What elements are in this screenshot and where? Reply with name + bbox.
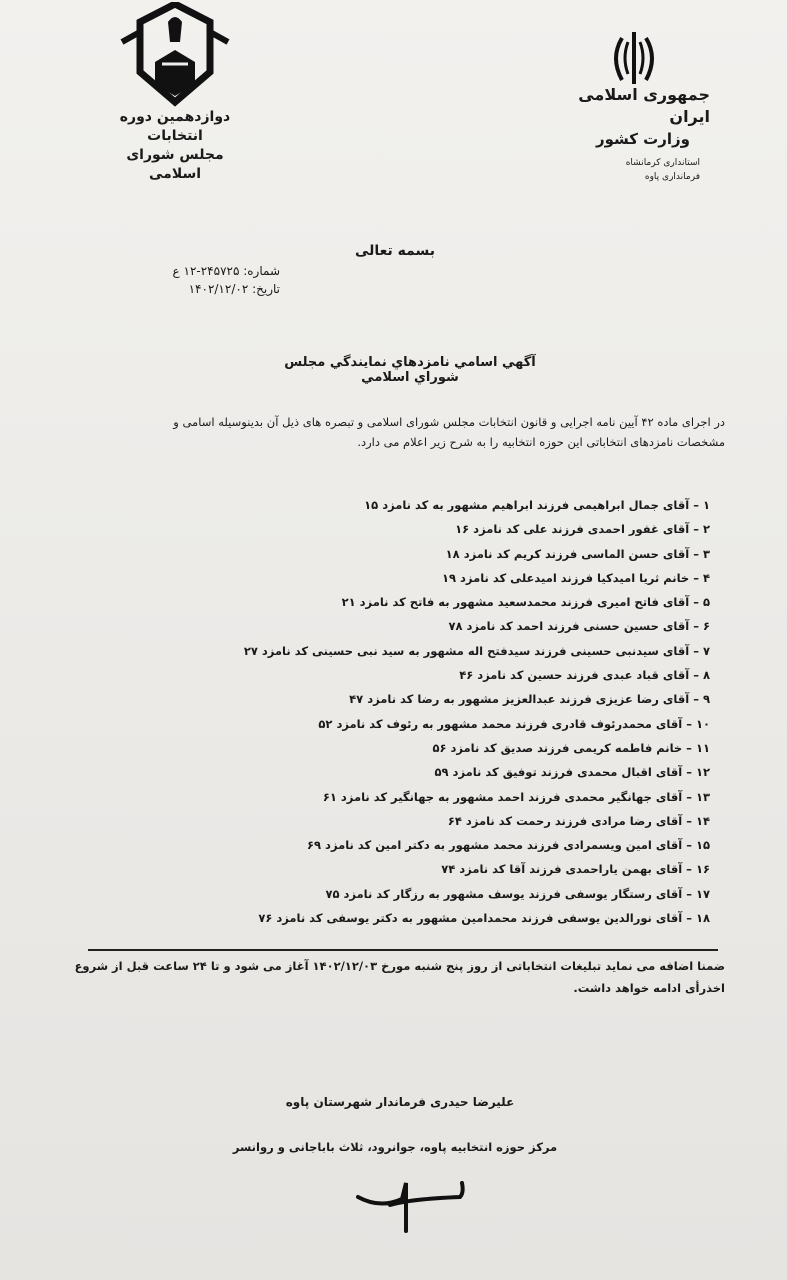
list-item: ۲ – آقای غفور احمدی فرزند علی کد نامزد ۱۶ bbox=[455, 522, 710, 537]
national-emblem-icon bbox=[608, 28, 660, 88]
letter-date: تاریخ: ۱۴۰۲/۱۲/۰۲ bbox=[188, 282, 280, 296]
list-item: ۷ – آقای سیدنبی حسینی فرزند سیدفتح اله مشهور به سید نبی حسینی کد نامزد ۲۷ bbox=[243, 643, 710, 658]
letter-number: شماره: ۲۴۵۷۲۵-۱۲ ع bbox=[172, 264, 280, 278]
country-name: جمهوری اسلامی ایران bbox=[578, 85, 710, 126]
intro-line1: در اجرای ماده ۴۲ آیین نامه اجرایی و قانون انتخابات مجلس شورای اسلامی و تبصره های ذیل آن بدینوسیله اسامی و bbox=[173, 415, 725, 429]
list-item: ۹ – آقای رضا عزیزی فرزند عبدالعزیز مشهور به رضا کد نامزد ۴۷ bbox=[349, 692, 710, 707]
note-line1: ضمنا اضافه می نماید تبلیغات انتخاباتی از روز پنج شنبه مورخ ۱۴۰۲/۱۲/۰۳ آغاز می شود و تا ۲۴ ساعت قبل از شروع bbox=[74, 959, 725, 973]
logo-caption-line1: دوازدهمین دوره انتخابات bbox=[119, 109, 231, 144]
list-item: ۸ – آقای قباد عبدی فرزند حسین کد نامزد ۴۶ bbox=[459, 668, 710, 683]
signature-icon bbox=[350, 1175, 470, 1235]
list-item: ۱۷ – آقای رستگار یوسفی فرزند یوسف مشهور به رزگار کد نامزد ۷۵ bbox=[325, 886, 710, 901]
list-item: ۴ – خانم ثریا امیدکیا فرزند امیدعلی کد نامزد ۱۹ bbox=[441, 570, 710, 585]
list-item: ۱۵ – آقای امین ویسمرادی فرزند محمد مشهور به دکتر امین کد نامزد ۶۹ bbox=[307, 838, 710, 853]
divider bbox=[88, 949, 718, 951]
list-item: ۱۱ – خانم فاطمه کریمی فرزند صدیق کد نامزد ۵۶ bbox=[432, 740, 710, 755]
list-item: ۱۳ – آقای جهانگیر محمدی فرزند احمد مشهور به جهانگیر کد نامزد ۶۱ bbox=[322, 789, 710, 804]
elections-logo-icon bbox=[110, 2, 240, 112]
campaign-note bbox=[60, 955, 725, 999]
constituency-center: مرکز حوزه انتخابیه پاوه، جوانرود، ثلاث باباجانی و روانسر bbox=[232, 1140, 558, 1154]
logo-caption-line2: مجلس شورای اسلامی bbox=[126, 147, 224, 182]
announcement-title: آگهي اسامي نامزدهاي نمايندگي مجلس شوراي اسلامي bbox=[284, 355, 536, 385]
note-line2: اخذرأی ادامه خواهد داشت. bbox=[573, 981, 725, 995]
county-office: فرمانداری پاوه bbox=[644, 172, 700, 182]
ministry-header bbox=[560, 84, 710, 184]
intro-line2: مشخصات نامزدهای انتخاباتی این حوزه انتخابیه را به شرح زیر اعلام می دارد. bbox=[357, 435, 725, 449]
list-item: ۶ – آقای حسین حسنی فرزند احمد کد نامزد ۷۸ bbox=[448, 619, 710, 634]
candidate-list bbox=[243, 493, 710, 930]
list-item: ۱۶ – آقای بهمن یاراحمدی فرزند آقا کد نامزد ۷۴ bbox=[441, 862, 710, 877]
province-office: استانداری کرمانشاه bbox=[625, 158, 700, 168]
bismillah-heading: بسمه تعالی bbox=[354, 243, 436, 259]
list-item: ۵ – آقای فاتح امیری فرزند محمدسعید مشهور به فاتح کد نامزد ۲۱ bbox=[341, 595, 710, 610]
list-item: ۱۰ – آقای محمدرئوف قادری فرزند محمد مشهور به رئوف کد نامزد ۵۲ bbox=[318, 716, 710, 731]
signatory-name: علیرضا حیدری فرماندار شهرستان پاوه bbox=[285, 1095, 515, 1109]
letter-meta bbox=[150, 262, 280, 298]
intro-paragraph bbox=[60, 412, 725, 452]
list-item: ۱۸ – آقای نورالدین یوسفی فرزند محمدامین مشهور به دکتر یوسفی کد نامزد ۷۶ bbox=[258, 911, 710, 926]
list-item: ۳ – آقای حسن الماسی فرزند کریم کد نامزد ۱۸ bbox=[445, 546, 710, 561]
list-item: ۱۲ – آقای اقبال محمدی فرزند توفیق کد نامزد ۵۹ bbox=[434, 765, 710, 780]
ministry-name: وزارت کشور bbox=[595, 130, 690, 148]
list-item: ۱ – آقای جمال ابراهیمی فرزند ابراهیم مشهور به کد نامزد ۱۵ bbox=[364, 498, 710, 512]
list-item: ۱۴ – آقای رضا مرادی فرزند رحمت کد نامزد ۶۴ bbox=[447, 813, 710, 828]
elections-logo-caption bbox=[105, 108, 245, 184]
